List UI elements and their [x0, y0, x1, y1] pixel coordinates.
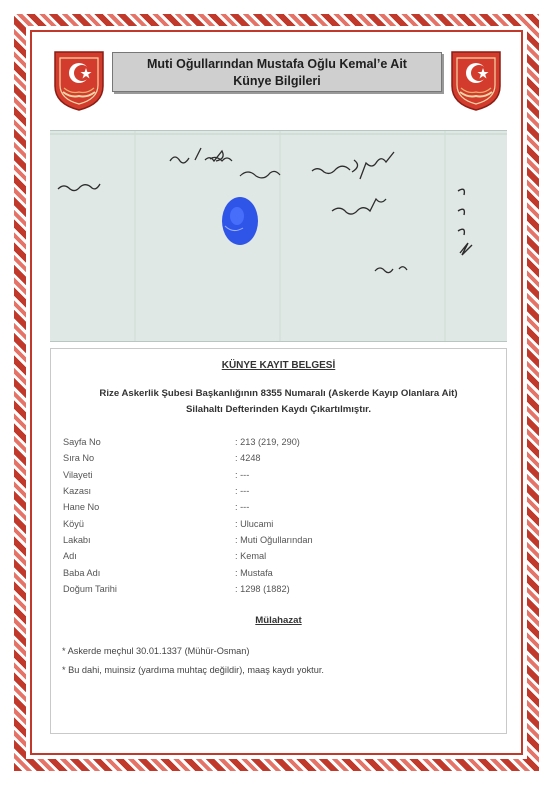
field-row: [63, 515, 483, 531]
field-row: [63, 564, 483, 580]
field-label: Sıra No: [63, 453, 95, 464]
field-row: [63, 483, 483, 499]
field-label: Vilayeti: [63, 469, 93, 480]
field-value: : Mustafa: [235, 567, 273, 578]
field-row: [63, 581, 483, 597]
field-label: Kazası: [63, 486, 92, 497]
field-label: Doğum Tarihi: [63, 583, 117, 594]
manuscript-scan-image: [50, 130, 507, 342]
page-title-box: [112, 52, 442, 92]
field-value: : ---: [235, 469, 250, 480]
field-label: Adı: [63, 551, 77, 562]
field-value: : ---: [235, 502, 250, 513]
field-label: Lakabı: [63, 534, 91, 545]
kunye-certificate: [50, 348, 507, 734]
page-title-line1: Muti Oğullarından Mustafa Oğlu Kemal’e Ait: [147, 57, 407, 71]
field-label: Sayfa No: [63, 437, 101, 448]
field-row: [63, 499, 483, 515]
field-value: : 213 (219, 290): [235, 437, 300, 448]
notes-heading: Mülahazat: [255, 615, 302, 626]
field-row: [63, 548, 483, 564]
field-row: [63, 450, 483, 466]
field-row: [63, 467, 483, 483]
field-row: [63, 434, 483, 450]
ministry-emblem-right-icon: [448, 48, 504, 112]
field-value: : Muti Oğullarından: [235, 534, 313, 545]
field-label: Hane No: [63, 502, 100, 513]
field-row: [63, 532, 483, 548]
field-label: Baba Adı: [63, 567, 101, 578]
field-value: : 1298 (1882): [235, 583, 290, 594]
ministry-emblem-left-icon: [51, 48, 107, 112]
field-value: : Ulucami: [235, 518, 274, 529]
notes-list: [62, 642, 324, 680]
page-title-line2: Künye Bilgileri: [233, 74, 321, 88]
certificate-intro-line1: Rize Askerlik Şubesi Başkanlığının 8355 Numaralı (Askerde Kayıp Olanlara Ait): [99, 388, 458, 399]
field-value: : 4248: [235, 453, 261, 464]
note-item: * Bu dahi, muinsiz (yardıma muhtaç değildir), maaş kaydı yoktur.: [62, 665, 324, 675]
note-item: * Askerde meçhul 30.01.1337 (Mühür-Osman): [62, 646, 250, 656]
ottoman-script-image: [50, 131, 507, 341]
field-label: Köyü: [63, 518, 84, 529]
certificate-intro-line2: Silahaltı Defterinden Kaydı Çıkartılmıştır.: [186, 404, 371, 415]
field-value: : Kemal: [235, 551, 267, 562]
field-value: : ---: [235, 486, 250, 497]
certificate-heading: KÜNYE KAYIT BELGESİ: [221, 360, 336, 371]
record-fields: [63, 434, 483, 597]
certificate-intro: [71, 386, 486, 418]
